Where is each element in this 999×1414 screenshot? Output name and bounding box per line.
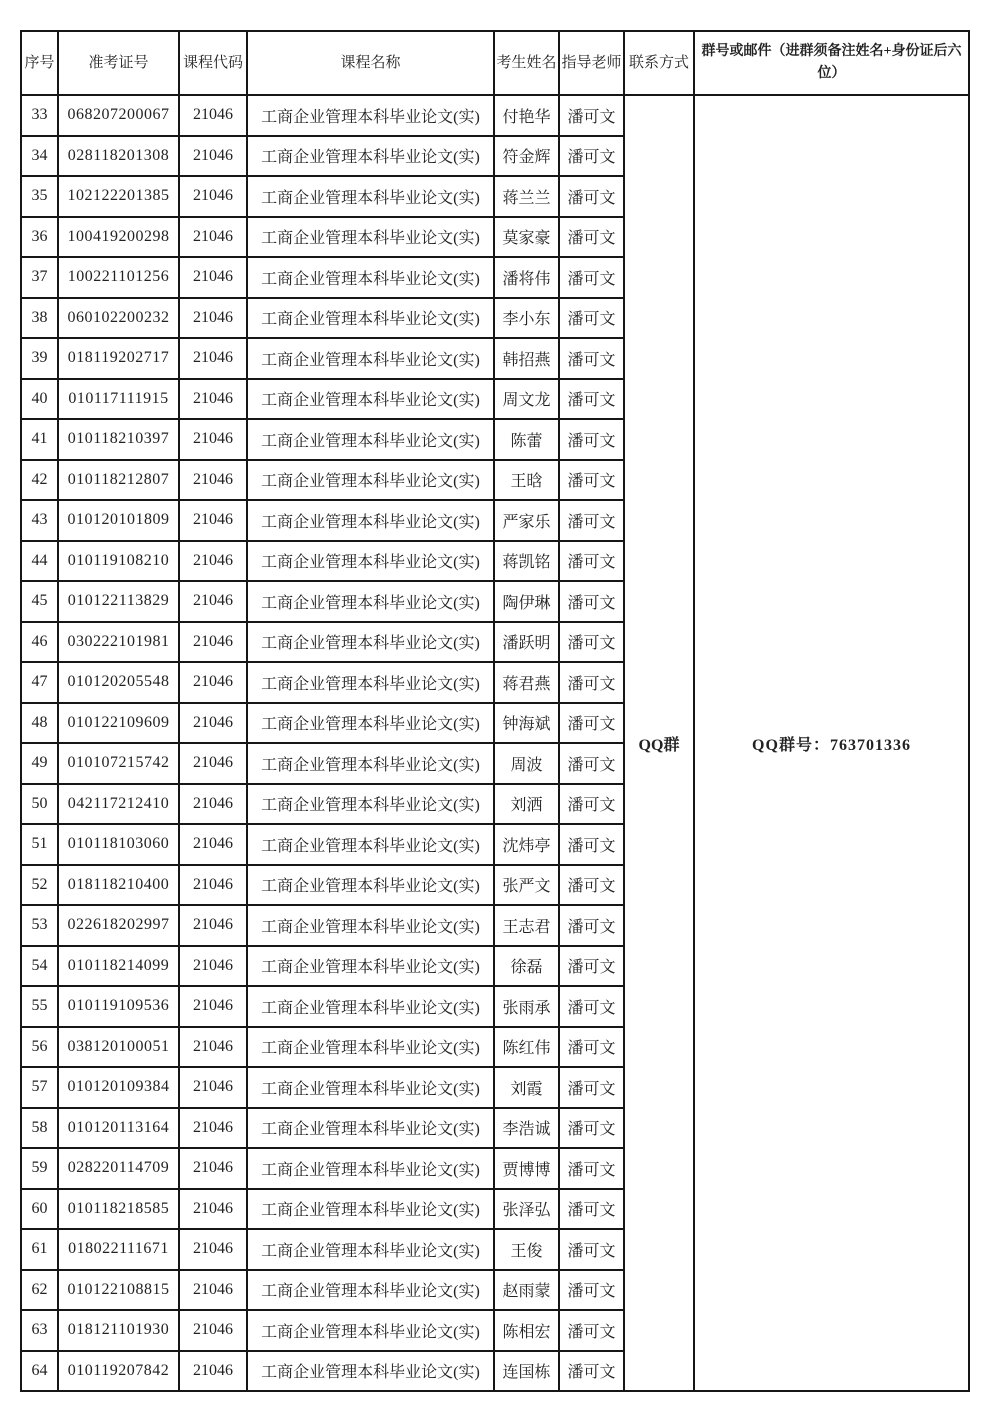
cell-course-code: 21046 bbox=[179, 622, 247, 663]
cell-course-code: 21046 bbox=[179, 581, 247, 622]
cell-course-code: 21046 bbox=[179, 298, 247, 339]
cell-course-name: 工商企业管理本科毕业论文(实) bbox=[247, 784, 494, 825]
cell-advisor: 潘可文 bbox=[559, 176, 624, 217]
cell-advisor: 潘可文 bbox=[559, 946, 624, 987]
cell-ticket-number: 018119202717 bbox=[58, 338, 179, 379]
cell-advisor: 潘可文 bbox=[559, 824, 624, 865]
cell-candidate-name: 张泽弘 bbox=[494, 1189, 559, 1230]
cell-ticket-number: 018121101930 bbox=[58, 1310, 179, 1351]
cell-candidate-name: 王志君 bbox=[494, 905, 559, 946]
cell-course-code: 21046 bbox=[179, 743, 247, 784]
cell-course-name: 工商企业管理本科毕业论文(实) bbox=[247, 338, 494, 379]
cell-course-code: 21046 bbox=[179, 905, 247, 946]
cell-course-code: 21046 bbox=[179, 500, 247, 541]
cell-ticket-number: 010118103060 bbox=[58, 824, 179, 865]
cell-course-name: 工商企业管理本科毕业论文(实) bbox=[247, 1270, 494, 1311]
cell-ticket-number: 018022111671 bbox=[58, 1229, 179, 1270]
cell-advisor: 潘可文 bbox=[559, 1351, 624, 1392]
table-row bbox=[21, 95, 969, 136]
cell-serial-number: 50 bbox=[21, 784, 58, 825]
cell-candidate-name: 陈蕾 bbox=[494, 419, 559, 460]
cell-course-name: 工商企业管理本科毕业论文(实) bbox=[247, 1189, 494, 1230]
cell-course-name: 工商企业管理本科毕业论文(实) bbox=[247, 419, 494, 460]
cell-course-name: 工商企业管理本科毕业论文(实) bbox=[247, 1067, 494, 1108]
cell-advisor: 潘可文 bbox=[559, 743, 624, 784]
cell-candidate-name: 莫家豪 bbox=[494, 217, 559, 258]
cell-advisor: 潘可文 bbox=[559, 338, 624, 379]
cell-ticket-number: 010119207842 bbox=[58, 1351, 179, 1392]
cell-candidate-name: 蒋兰兰 bbox=[494, 176, 559, 217]
cell-serial-number: 54 bbox=[21, 946, 58, 987]
cell-course-name: 工商企业管理本科毕业论文(实) bbox=[247, 541, 494, 582]
cell-course-name: 工商企业管理本科毕业论文(实) bbox=[247, 1108, 494, 1149]
cell-candidate-name: 陶伊琳 bbox=[494, 581, 559, 622]
cell-serial-number: 46 bbox=[21, 622, 58, 663]
cell-candidate-name: 符金辉 bbox=[494, 136, 559, 177]
cell-ticket-number: 010122108815 bbox=[58, 1270, 179, 1311]
cell-ticket-number: 068207200067 bbox=[58, 95, 179, 136]
cell-advisor: 潘可文 bbox=[559, 257, 624, 298]
cell-course-name: 工商企业管理本科毕业论文(实) bbox=[247, 460, 494, 501]
cell-ticket-number: 010120109384 bbox=[58, 1067, 179, 1108]
cell-serial-number: 63 bbox=[21, 1310, 58, 1351]
cell-serial-number: 37 bbox=[21, 257, 58, 298]
cell-course-name: 工商企业管理本科毕业论文(实) bbox=[247, 1310, 494, 1351]
cell-candidate-name: 王俊 bbox=[494, 1229, 559, 1270]
cell-serial-number: 47 bbox=[21, 662, 58, 703]
cell-advisor: 潘可文 bbox=[559, 298, 624, 339]
table-body bbox=[21, 95, 969, 1391]
cell-candidate-name: 周文龙 bbox=[494, 379, 559, 420]
cell-ticket-number: 010122113829 bbox=[58, 581, 179, 622]
cell-serial-number: 45 bbox=[21, 581, 58, 622]
cell-advisor: 潘可文 bbox=[559, 136, 624, 177]
cell-course-code: 21046 bbox=[179, 946, 247, 987]
cell-ticket-number: 010120101809 bbox=[58, 500, 179, 541]
cell-course-name: 工商企业管理本科毕业论文(实) bbox=[247, 824, 494, 865]
cell-advisor: 潘可文 bbox=[559, 622, 624, 663]
cell-candidate-name: 李浩诚 bbox=[494, 1108, 559, 1149]
cell-course-name: 工商企业管理本科毕业论文(实) bbox=[247, 136, 494, 177]
header-candidate-name: 考生姓名 bbox=[494, 31, 559, 95]
cell-course-code: 21046 bbox=[179, 865, 247, 906]
cell-ticket-number: 010118210397 bbox=[58, 419, 179, 460]
cell-candidate-name: 张严文 bbox=[494, 865, 559, 906]
cell-course-code: 21046 bbox=[179, 1148, 247, 1189]
cell-candidate-name: 李小东 bbox=[494, 298, 559, 339]
header-ticket-number: 准考证号 bbox=[58, 31, 179, 95]
cell-serial-number: 40 bbox=[21, 379, 58, 420]
cell-candidate-name: 张雨承 bbox=[494, 986, 559, 1027]
cell-course-code: 21046 bbox=[179, 379, 247, 420]
cell-course-name: 工商企业管理本科毕业论文(实) bbox=[247, 703, 494, 744]
cell-ticket-number: 042117212410 bbox=[58, 784, 179, 825]
cell-advisor: 潘可文 bbox=[559, 419, 624, 460]
cell-course-code: 21046 bbox=[179, 1189, 247, 1230]
header-course-name: 课程名称 bbox=[247, 31, 494, 95]
cell-advisor: 潘可文 bbox=[559, 379, 624, 420]
cell-candidate-name: 陈红伟 bbox=[494, 1027, 559, 1068]
cell-candidate-name: 蒋君燕 bbox=[494, 662, 559, 703]
cell-serial-number: 62 bbox=[21, 1270, 58, 1311]
cell-course-name: 工商企业管理本科毕业论文(实) bbox=[247, 1148, 494, 1189]
cell-course-name: 工商企业管理本科毕业论文(实) bbox=[247, 1351, 494, 1392]
cell-course-code: 21046 bbox=[179, 1027, 247, 1068]
cell-course-code: 21046 bbox=[179, 986, 247, 1027]
cell-advisor: 潘可文 bbox=[559, 1229, 624, 1270]
cell-candidate-name: 潘跃明 bbox=[494, 622, 559, 663]
cell-candidate-name: 刘洒 bbox=[494, 784, 559, 825]
cell-course-name: 工商企业管理本科毕业论文(实) bbox=[247, 581, 494, 622]
cell-serial-number: 48 bbox=[21, 703, 58, 744]
cell-serial-number: 33 bbox=[21, 95, 58, 136]
cell-advisor: 潘可文 bbox=[559, 541, 624, 582]
cell-course-name: 工商企业管理本科毕业论文(实) bbox=[247, 662, 494, 703]
cell-course-code: 21046 bbox=[179, 257, 247, 298]
cell-serial-number: 59 bbox=[21, 1148, 58, 1189]
cell-advisor: 潘可文 bbox=[559, 1067, 624, 1108]
cell-ticket-number: 010107215742 bbox=[58, 743, 179, 784]
cell-course-name: 工商企业管理本科毕业论文(实) bbox=[247, 500, 494, 541]
cell-serial-number: 35 bbox=[21, 176, 58, 217]
cell-course-name: 工商企业管理本科毕业论文(实) bbox=[247, 1027, 494, 1068]
cell-advisor: 潘可文 bbox=[559, 581, 624, 622]
cell-course-code: 21046 bbox=[179, 1108, 247, 1149]
cell-ticket-number: 028118201308 bbox=[58, 136, 179, 177]
cell-serial-number: 39 bbox=[21, 338, 58, 379]
cell-course-code: 21046 bbox=[179, 1229, 247, 1270]
cell-serial-number: 53 bbox=[21, 905, 58, 946]
cell-advisor: 潘可文 bbox=[559, 1310, 624, 1351]
cell-advisor: 潘可文 bbox=[559, 1027, 624, 1068]
cell-serial-number: 57 bbox=[21, 1067, 58, 1108]
cell-serial-number: 42 bbox=[21, 460, 58, 501]
cell-course-code: 21046 bbox=[179, 784, 247, 825]
cell-ticket-number: 010119108210 bbox=[58, 541, 179, 582]
cell-candidate-name: 周波 bbox=[494, 743, 559, 784]
cell-ticket-number: 028220114709 bbox=[58, 1148, 179, 1189]
contact-method-cell: QQ群 bbox=[624, 95, 694, 1391]
cell-course-code: 21046 bbox=[179, 217, 247, 258]
cell-course-code: 21046 bbox=[179, 460, 247, 501]
cell-advisor: 潘可文 bbox=[559, 1108, 624, 1149]
cell-course-name: 工商企业管理本科毕业论文(实) bbox=[247, 865, 494, 906]
cell-serial-number: 55 bbox=[21, 986, 58, 1027]
cell-candidate-name: 王晗 bbox=[494, 460, 559, 501]
cell-candidate-name: 付艳华 bbox=[494, 95, 559, 136]
cell-serial-number: 44 bbox=[21, 541, 58, 582]
exam-roster-table bbox=[20, 30, 970, 1392]
cell-course-code: 21046 bbox=[179, 419, 247, 460]
header-serial-number: 序号 bbox=[21, 31, 58, 95]
cell-ticket-number: 010120205548 bbox=[58, 662, 179, 703]
cell-candidate-name: 韩招燕 bbox=[494, 338, 559, 379]
cell-ticket-number: 022618202997 bbox=[58, 905, 179, 946]
cell-advisor: 潘可文 bbox=[559, 784, 624, 825]
cell-course-name: 工商企业管理本科毕业论文(实) bbox=[247, 257, 494, 298]
cell-serial-number: 34 bbox=[21, 136, 58, 177]
cell-course-name: 工商企业管理本科毕业论文(实) bbox=[247, 298, 494, 339]
cell-candidate-name: 徐磊 bbox=[494, 946, 559, 987]
cell-course-name: 工商企业管理本科毕业论文(实) bbox=[247, 622, 494, 663]
header-course-code: 课程代码 bbox=[179, 31, 247, 95]
cell-advisor: 潘可文 bbox=[559, 703, 624, 744]
cell-course-code: 21046 bbox=[179, 1351, 247, 1392]
cell-ticket-number: 010120113164 bbox=[58, 1108, 179, 1149]
cell-candidate-name: 刘霞 bbox=[494, 1067, 559, 1108]
qq-group-number-cell: QQ群号：763701336 bbox=[694, 95, 969, 1391]
cell-course-name: 工商企业管理本科毕业论文(实) bbox=[247, 946, 494, 987]
cell-serial-number: 43 bbox=[21, 500, 58, 541]
cell-course-name: 工商企业管理本科毕业论文(实) bbox=[247, 1229, 494, 1270]
cell-course-name: 工商企业管理本科毕业论文(实) bbox=[247, 176, 494, 217]
cell-advisor: 潘可文 bbox=[559, 1189, 624, 1230]
cell-advisor: 潘可文 bbox=[559, 95, 624, 136]
cell-ticket-number: 018118210400 bbox=[58, 865, 179, 906]
cell-candidate-name: 沈炜亭 bbox=[494, 824, 559, 865]
header-row bbox=[21, 31, 969, 95]
cell-serial-number: 49 bbox=[21, 743, 58, 784]
cell-course-code: 21046 bbox=[179, 1310, 247, 1351]
cell-course-name: 工商企业管理本科毕业论文(实) bbox=[247, 905, 494, 946]
cell-course-code: 21046 bbox=[179, 95, 247, 136]
cell-candidate-name: 贾博博 bbox=[494, 1148, 559, 1189]
cell-serial-number: 58 bbox=[21, 1108, 58, 1149]
cell-advisor: 潘可文 bbox=[559, 217, 624, 258]
cell-course-name: 工商企业管理本科毕业论文(实) bbox=[247, 95, 494, 136]
cell-serial-number: 64 bbox=[21, 1351, 58, 1392]
cell-course-code: 21046 bbox=[179, 338, 247, 379]
cell-advisor: 潘可文 bbox=[559, 986, 624, 1027]
cell-course-name: 工商企业管理本科毕业论文(实) bbox=[247, 743, 494, 784]
cell-serial-number: 61 bbox=[21, 1229, 58, 1270]
cell-ticket-number: 102122201385 bbox=[58, 176, 179, 217]
cell-ticket-number: 100221101256 bbox=[58, 257, 179, 298]
cell-course-name: 工商企业管理本科毕业论文(实) bbox=[247, 217, 494, 258]
cell-candidate-name: 蒋凯铭 bbox=[494, 541, 559, 582]
cell-candidate-name: 赵雨蒙 bbox=[494, 1270, 559, 1311]
cell-course-name: 工商企业管理本科毕业论文(实) bbox=[247, 379, 494, 420]
cell-ticket-number: 010117111915 bbox=[58, 379, 179, 420]
cell-candidate-name: 陈相宏 bbox=[494, 1310, 559, 1351]
cell-advisor: 潘可文 bbox=[559, 1270, 624, 1311]
cell-course-code: 21046 bbox=[179, 824, 247, 865]
cell-candidate-name: 严家乐 bbox=[494, 500, 559, 541]
cell-ticket-number: 010122109609 bbox=[58, 703, 179, 744]
cell-ticket-number: 010118212807 bbox=[58, 460, 179, 501]
cell-ticket-number: 060102200232 bbox=[58, 298, 179, 339]
cell-course-code: 21046 bbox=[179, 1270, 247, 1311]
cell-ticket-number: 010118214099 bbox=[58, 946, 179, 987]
cell-advisor: 潘可文 bbox=[559, 460, 624, 501]
cell-advisor: 潘可文 bbox=[559, 662, 624, 703]
cell-serial-number: 60 bbox=[21, 1189, 58, 1230]
cell-advisor: 潘可文 bbox=[559, 500, 624, 541]
cell-serial-number: 52 bbox=[21, 865, 58, 906]
header-contact-method: 联系方式 bbox=[624, 31, 694, 95]
cell-ticket-number: 010119109536 bbox=[58, 986, 179, 1027]
cell-course-code: 21046 bbox=[179, 1067, 247, 1108]
cell-course-code: 21046 bbox=[179, 662, 247, 703]
cell-ticket-number: 030222101981 bbox=[58, 622, 179, 663]
cell-candidate-name: 潘将伟 bbox=[494, 257, 559, 298]
cell-course-name: 工商企业管理本科毕业论文(实) bbox=[247, 986, 494, 1027]
cell-advisor: 潘可文 bbox=[559, 865, 624, 906]
cell-course-code: 21046 bbox=[179, 703, 247, 744]
cell-course-code: 21046 bbox=[179, 136, 247, 177]
cell-serial-number: 51 bbox=[21, 824, 58, 865]
cell-candidate-name: 连国栋 bbox=[494, 1351, 559, 1392]
header-group-or-email: 群号或邮件（进群须备注姓名+身份证后六位） bbox=[694, 31, 969, 95]
cell-ticket-number: 010118218585 bbox=[58, 1189, 179, 1230]
header-advisor: 指导老师 bbox=[559, 31, 624, 95]
cell-candidate-name: 钟海斌 bbox=[494, 703, 559, 744]
cell-ticket-number: 100419200298 bbox=[58, 217, 179, 258]
cell-course-code: 21046 bbox=[179, 176, 247, 217]
cell-serial-number: 41 bbox=[21, 419, 58, 460]
cell-course-code: 21046 bbox=[179, 541, 247, 582]
cell-serial-number: 36 bbox=[21, 217, 58, 258]
cell-advisor: 潘可文 bbox=[559, 1148, 624, 1189]
cell-advisor: 潘可文 bbox=[559, 905, 624, 946]
table-header bbox=[21, 31, 969, 95]
cell-serial-number: 56 bbox=[21, 1027, 58, 1068]
cell-serial-number: 38 bbox=[21, 298, 58, 339]
cell-ticket-number: 038120100051 bbox=[58, 1027, 179, 1068]
